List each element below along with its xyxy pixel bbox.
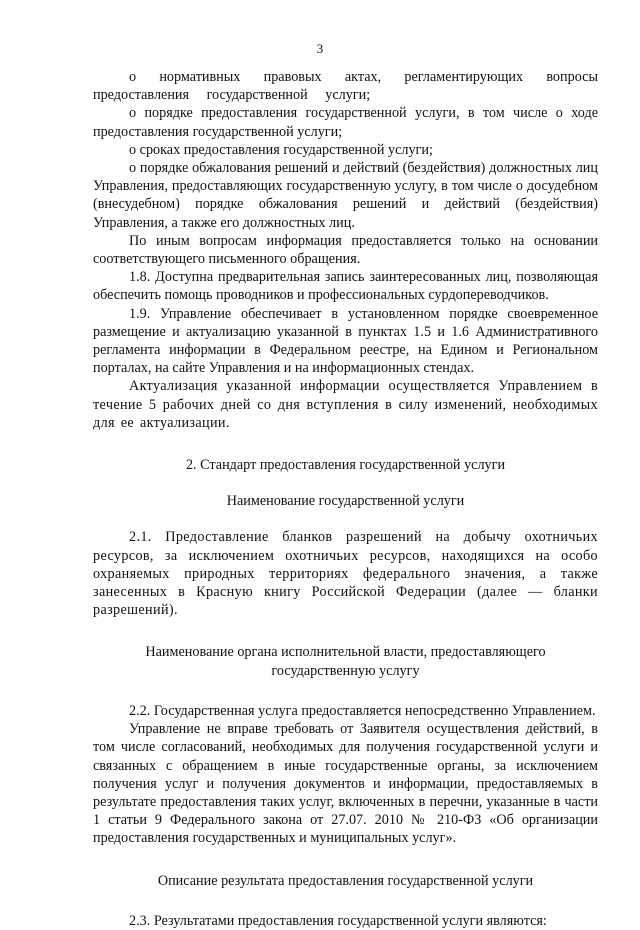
list-item-appeal: о порядке обжалования решений и действий (бездействия) должностных лиц Управления, предоставляющих государственную услугу, в том числе о досудебном (внесудебном) порядке обжалования решений и действий (бездействия) Управления, а также его должностных лиц. [93,160,598,231]
paragraph-1-9: 1.9. Управление обеспечивает в установленном порядке своевременное размещение и актуализацию указанной в пунктах 1.5 и 1.6 Административного регламента информации в Федеральном реестре, на Едином и Региональном порталах, на сайте Управления и на информационных стендах. [93,305,598,377]
section-heading-2: 2. Стандарт предоставления государственной услуги [185,457,506,474]
paragraph-other-questions: По иным вопросам информация предоставляется только на основании соответствующего письменного обращения. [93,232,598,268]
paragraph-actualization: Актуализация указанной информации осуществляется Управлением в течение 5 рабочих дней со дня вступления в силу изменений, необходимых для ее актуализации. [93,378,598,431]
list-item-terms: о сроках предоставления государственной услуги; [129,141,433,158]
list-item-procedure: о порядке предоставления государственной услуги, в том числе о ходе предоставления государственной услуги; [93,105,598,140]
paragraph-2-2: 2.2. Государственная услуга предоставляется непосредственно Управлением. [129,702,596,719]
subheading-result-description: Описание результата предоставления государственной услуги [157,872,534,889]
document-body [93,68,598,930]
paragraph-1-8: 1.8. Доступна предварительная запись заинтересованных лиц, позволяющая обеспечить помощь проводников и профессиональных сурдопереводчиков. [93,269,598,304]
paragraph-2-3: 2.3. Результатами предоставления государственной услуги являются: [129,912,547,929]
page-number: 3 [316,41,324,56]
paragraph-2-1: 2.1. Предоставление бланков разрешений на добычу охотничьих ресурсов, за исключением охотничьих ресурсов, находящихся на особо охраняемых природных территориях федерального значения, а также занесенных в Красную книгу Российской Федерации (далее — бланки разрешений). [93,529,598,619]
subheading-executive-body: Наименование органа исполнительной власти, предоставляющего государственную услугу [145,644,546,679]
paragraph-2-2-continuation: Управление не вправе требовать от Заявителя осуществления действий, в том числе согласований, необходимых для получения государственной услуги и связанных с обращением в иные государственные органы, за исключением получения услуг и получения документов и информации, предоставляемых в результате предоставления таких услуг, включенных в перечни, указанные в части 1 статьи 9 Федерального закона от 27.07. 2010 № 210-ФЗ «Об организации предоставления государственных и муниципальных услуг». [93,721,598,847]
list-item-legal-acts: о нормативных правовых актах, регламентирующих вопросы предоставления государственной услуги; [93,69,598,104]
subheading-service-name: Наименование государственной услуги [226,493,465,510]
